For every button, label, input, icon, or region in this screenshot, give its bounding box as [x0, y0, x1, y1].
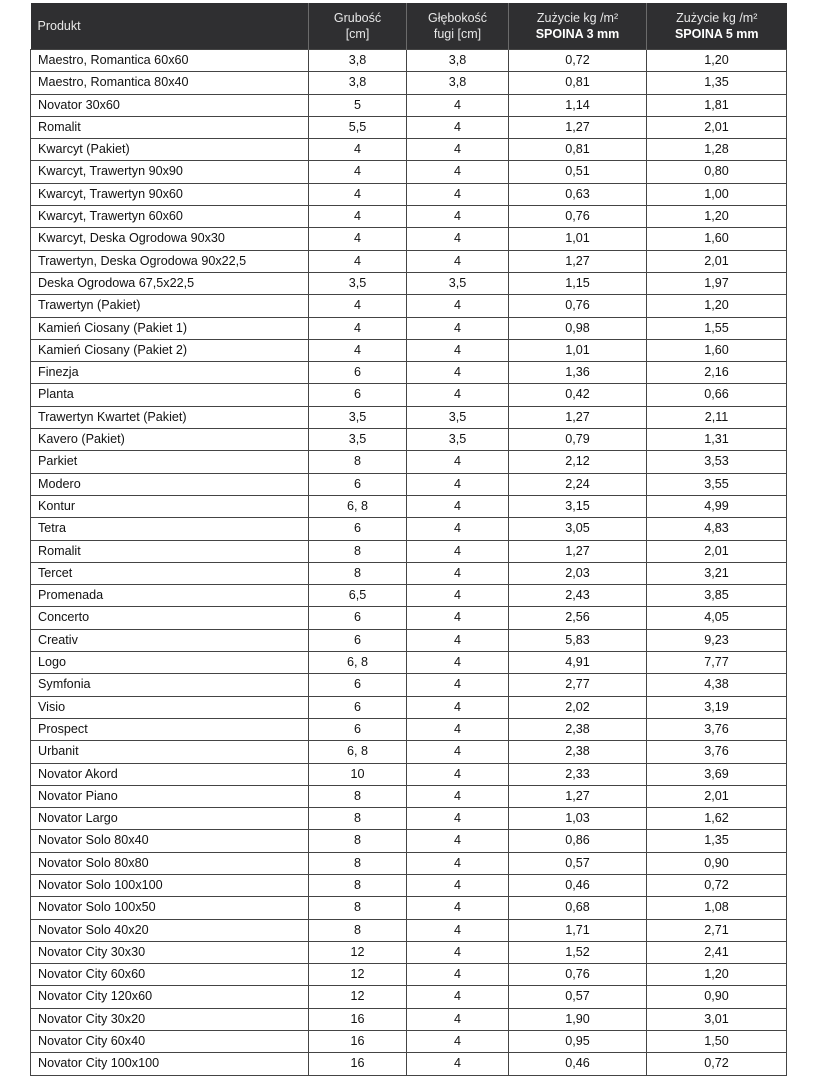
- cell-product: Novator City 120x60: [31, 986, 309, 1008]
- cell-joint-depth: 4: [407, 741, 509, 763]
- header-thickness-line1: Grubość: [333, 11, 382, 25]
- cell-usage-3mm: 0,68: [509, 897, 647, 919]
- table-row: [31, 250, 787, 272]
- cell-usage-5mm: 2,01: [647, 540, 787, 562]
- table-row: [31, 874, 787, 896]
- cell-product: Novator Solo 80x80: [31, 852, 309, 874]
- cell-usage-5mm: 1,35: [647, 830, 787, 852]
- cell-thickness: 3,8: [309, 50, 407, 72]
- cell-usage-5mm: 1,31: [647, 429, 787, 451]
- table-row: [31, 518, 787, 540]
- cell-product: Deska Ogrodowa 67,5x22,5: [31, 272, 309, 294]
- cell-product: Prospect: [31, 718, 309, 740]
- table-row: [31, 317, 787, 339]
- cell-joint-depth: 3,5: [407, 429, 509, 451]
- header-usage-5mm: [647, 3, 787, 50]
- table-row: [31, 562, 787, 584]
- cell-usage-3mm: 3,05: [509, 518, 647, 540]
- cell-usage-5mm: 1,28: [647, 139, 787, 161]
- header-product-label: Produkt: [37, 19, 81, 33]
- cell-usage-3mm: 0,72: [509, 50, 647, 72]
- cell-thickness: 8: [309, 852, 407, 874]
- header-usage-5mm-line1: Zużycie kg /m²: [676, 11, 758, 25]
- cell-joint-depth: 4: [407, 451, 509, 473]
- cell-usage-3mm: 0,76: [509, 964, 647, 986]
- cell-product: Parkiet: [31, 451, 309, 473]
- cell-usage-3mm: 2,02: [509, 696, 647, 718]
- cell-joint-depth: 4: [407, 495, 509, 517]
- table-row: [31, 50, 787, 72]
- cell-usage-5mm: 1,20: [647, 964, 787, 986]
- cell-thickness: 6, 8: [309, 652, 407, 674]
- cell-thickness: 6: [309, 696, 407, 718]
- product-usage-table: [30, 3, 787, 1076]
- cell-joint-depth: 4: [407, 362, 509, 384]
- table-row: [31, 763, 787, 785]
- header-thickness: [309, 3, 407, 50]
- cell-product: Novator City 30x20: [31, 1008, 309, 1030]
- cell-usage-5mm: 2,41: [647, 941, 787, 963]
- cell-usage-5mm: 0,72: [647, 1053, 787, 1075]
- cell-usage-5mm: 3,53: [647, 451, 787, 473]
- table-row: [31, 1031, 787, 1053]
- cell-usage-3mm: 5,83: [509, 629, 647, 651]
- cell-usage-3mm: 1,52: [509, 941, 647, 963]
- cell-usage-3mm: 1,90: [509, 1008, 647, 1030]
- cell-product: Promenada: [31, 585, 309, 607]
- cell-usage-5mm: 1,55: [647, 317, 787, 339]
- cell-usage-3mm: 2,12: [509, 451, 647, 473]
- cell-thickness: 8: [309, 874, 407, 896]
- header-product: [31, 3, 309, 50]
- cell-usage-3mm: 0,76: [509, 295, 647, 317]
- cell-thickness: 6, 8: [309, 741, 407, 763]
- cell-usage-5mm: 0,90: [647, 986, 787, 1008]
- cell-usage-3mm: 0,63: [509, 183, 647, 205]
- cell-thickness: 6: [309, 718, 407, 740]
- cell-thickness: 5: [309, 94, 407, 116]
- cell-usage-5mm: 1,20: [647, 206, 787, 228]
- product-usage-table-container: [30, 3, 786, 1076]
- table-row: [31, 295, 787, 317]
- table-row: [31, 964, 787, 986]
- table-row: [31, 161, 787, 183]
- table-row: [31, 339, 787, 361]
- cell-usage-3mm: 0,57: [509, 986, 647, 1008]
- table-row: [31, 674, 787, 696]
- cell-usage-3mm: 0,81: [509, 139, 647, 161]
- cell-joint-depth: 4: [407, 562, 509, 584]
- cell-joint-depth: 4: [407, 339, 509, 361]
- cell-usage-5mm: 0,66: [647, 384, 787, 406]
- cell-usage-5mm: 0,72: [647, 874, 787, 896]
- cell-product: Novator City 60x60: [31, 964, 309, 986]
- cell-thickness: 6, 8: [309, 495, 407, 517]
- cell-thickness: 3,5: [309, 429, 407, 451]
- cell-joint-depth: 4: [407, 852, 509, 874]
- cell-thickness: 16: [309, 1008, 407, 1030]
- cell-product: Modero: [31, 473, 309, 495]
- cell-product: Kavero (Pakiet): [31, 429, 309, 451]
- cell-usage-3mm: 2,56: [509, 607, 647, 629]
- cell-thickness: 6: [309, 384, 407, 406]
- cell-product: Novator Solo 40x20: [31, 919, 309, 941]
- cell-usage-3mm: 1,01: [509, 339, 647, 361]
- table-row: [31, 116, 787, 138]
- cell-usage-3mm: 2,77: [509, 674, 647, 696]
- cell-joint-depth: 4: [407, 1008, 509, 1030]
- cell-joint-depth: 4: [407, 696, 509, 718]
- cell-joint-depth: 3,8: [407, 72, 509, 94]
- table-row: [31, 228, 787, 250]
- header-thickness-line2: [cm]: [345, 27, 370, 41]
- table-row: [31, 830, 787, 852]
- cell-usage-5mm: 4,05: [647, 607, 787, 629]
- cell-product: Novator Largo: [31, 808, 309, 830]
- cell-usage-5mm: 2,01: [647, 250, 787, 272]
- cell-joint-depth: 4: [407, 941, 509, 963]
- cell-thickness: 3,5: [309, 272, 407, 294]
- cell-usage-3mm: 0,51: [509, 161, 647, 183]
- table-body: [31, 50, 787, 1076]
- cell-usage-5mm: 3,76: [647, 741, 787, 763]
- cell-usage-5mm: 1,20: [647, 295, 787, 317]
- cell-joint-depth: 3,5: [407, 406, 509, 428]
- cell-usage-5mm: 7,77: [647, 652, 787, 674]
- header-usage-3mm-line1: Zużycie kg /m²: [536, 11, 619, 25]
- table-row: [31, 652, 787, 674]
- cell-usage-5mm: 3,69: [647, 763, 787, 785]
- cell-usage-3mm: 1,71: [509, 919, 647, 941]
- cell-product: Kwarcyt, Trawertyn 90x90: [31, 161, 309, 183]
- cell-thickness: 4: [309, 228, 407, 250]
- header-usage-5mm-line2: SPOINA 5 mm: [674, 27, 759, 41]
- cell-thickness: 3,8: [309, 72, 407, 94]
- cell-joint-depth: 4: [407, 94, 509, 116]
- cell-usage-5mm: 0,90: [647, 852, 787, 874]
- table-row: [31, 629, 787, 651]
- cell-usage-3mm: 1,27: [509, 116, 647, 138]
- cell-product: Kwarcyt (Pakiet): [31, 139, 309, 161]
- cell-usage-3mm: 2,38: [509, 718, 647, 740]
- cell-joint-depth: 4: [407, 228, 509, 250]
- cell-joint-depth: 4: [407, 518, 509, 540]
- cell-thickness: 6: [309, 674, 407, 696]
- table-row: [31, 429, 787, 451]
- cell-product: Romalit: [31, 540, 309, 562]
- cell-usage-3mm: 2,43: [509, 585, 647, 607]
- cell-usage-5mm: 2,01: [647, 785, 787, 807]
- cell-product: Novator Solo 100x100: [31, 874, 309, 896]
- cell-usage-3mm: 4,91: [509, 652, 647, 674]
- cell-usage-5mm: 0,80: [647, 161, 787, 183]
- cell-usage-3mm: 1,01: [509, 228, 647, 250]
- table-row: [31, 473, 787, 495]
- cell-product: Tetra: [31, 518, 309, 540]
- cell-joint-depth: 4: [407, 1053, 509, 1075]
- cell-thickness: 8: [309, 897, 407, 919]
- cell-usage-5mm: 2,16: [647, 362, 787, 384]
- cell-thickness: 4: [309, 183, 407, 205]
- table-row: [31, 540, 787, 562]
- cell-joint-depth: 4: [407, 139, 509, 161]
- cell-usage-5mm: 4,99: [647, 495, 787, 517]
- cell-joint-depth: 4: [407, 183, 509, 205]
- cell-usage-3mm: 3,15: [509, 495, 647, 517]
- table-row: [31, 94, 787, 116]
- header-joint-depth: [407, 3, 509, 50]
- cell-product: Maestro, Romantica 80x40: [31, 72, 309, 94]
- cell-usage-3mm: 2,03: [509, 562, 647, 584]
- cell-usage-5mm: 1,62: [647, 808, 787, 830]
- cell-joint-depth: 4: [407, 250, 509, 272]
- cell-thickness: 16: [309, 1053, 407, 1075]
- cell-usage-5mm: 4,38: [647, 674, 787, 696]
- cell-thickness: 6: [309, 518, 407, 540]
- cell-usage-5mm: 2,01: [647, 116, 787, 138]
- table-row: [31, 72, 787, 94]
- cell-usage-3mm: 2,33: [509, 763, 647, 785]
- cell-thickness: 4: [309, 161, 407, 183]
- cell-product: Trawertyn (Pakiet): [31, 295, 309, 317]
- cell-thickness: 8: [309, 919, 407, 941]
- cell-joint-depth: 4: [407, 808, 509, 830]
- cell-product: Trawertyn, Deska Ogrodowa 90x22,5: [31, 250, 309, 272]
- table-row: [31, 919, 787, 941]
- header-joint-depth-line2: fugi [cm]: [433, 27, 482, 41]
- cell-thickness: 8: [309, 830, 407, 852]
- cell-usage-3mm: 1,14: [509, 94, 647, 116]
- cell-thickness: 4: [309, 339, 407, 361]
- cell-usage-3mm: 1,27: [509, 250, 647, 272]
- cell-thickness: 8: [309, 562, 407, 584]
- cell-joint-depth: 4: [407, 473, 509, 495]
- cell-thickness: 6: [309, 473, 407, 495]
- cell-product: Novator Piano: [31, 785, 309, 807]
- table-row: [31, 206, 787, 228]
- cell-usage-5mm: 2,11: [647, 406, 787, 428]
- table-row: [31, 1008, 787, 1030]
- cell-product: Kwarcyt, Trawertyn 60x60: [31, 206, 309, 228]
- cell-thickness: 4: [309, 250, 407, 272]
- cell-thickness: 16: [309, 1031, 407, 1053]
- cell-thickness: 8: [309, 808, 407, 830]
- table-header: [31, 3, 787, 50]
- cell-joint-depth: 4: [407, 674, 509, 696]
- cell-joint-depth: 4: [407, 919, 509, 941]
- table-row: [31, 718, 787, 740]
- cell-thickness: 4: [309, 295, 407, 317]
- cell-usage-3mm: 1,36: [509, 362, 647, 384]
- cell-usage-3mm: 0,95: [509, 1031, 647, 1053]
- cell-joint-depth: 4: [407, 585, 509, 607]
- cell-product: Finezja: [31, 362, 309, 384]
- table-row: [31, 1053, 787, 1075]
- cell-usage-3mm: 2,38: [509, 741, 647, 763]
- header-usage-3mm: [509, 3, 647, 50]
- cell-product: Trawertyn Kwartet (Pakiet): [31, 406, 309, 428]
- cell-thickness: 12: [309, 964, 407, 986]
- cell-joint-depth: 4: [407, 652, 509, 674]
- table-row: [31, 897, 787, 919]
- table-row: [31, 852, 787, 874]
- cell-usage-5mm: 1,81: [647, 94, 787, 116]
- cell-product: Visio: [31, 696, 309, 718]
- cell-product: Kwarcyt, Deska Ogrodowa 90x30: [31, 228, 309, 250]
- cell-joint-depth: 4: [407, 317, 509, 339]
- cell-usage-3mm: 1,03: [509, 808, 647, 830]
- cell-thickness: 6,5: [309, 585, 407, 607]
- cell-product: Logo: [31, 652, 309, 674]
- cell-joint-depth: 4: [407, 830, 509, 852]
- cell-usage-3mm: 0,79: [509, 429, 647, 451]
- cell-product: Kwarcyt, Trawertyn 90x60: [31, 183, 309, 205]
- table-row: [31, 384, 787, 406]
- cell-thickness: 4: [309, 139, 407, 161]
- cell-usage-3mm: 0,86: [509, 830, 647, 852]
- cell-thickness: 8: [309, 451, 407, 473]
- table-row: [31, 808, 787, 830]
- cell-joint-depth: 4: [407, 295, 509, 317]
- table-row: [31, 607, 787, 629]
- cell-usage-5mm: 3,21: [647, 562, 787, 584]
- cell-usage-3mm: 0,98: [509, 317, 647, 339]
- header-usage-3mm-line2: SPOINA 3 mm: [535, 27, 620, 41]
- cell-joint-depth: 4: [407, 161, 509, 183]
- table-row: [31, 585, 787, 607]
- table-row: [31, 139, 787, 161]
- cell-joint-depth: 4: [407, 718, 509, 740]
- cell-usage-3mm: 1,27: [509, 785, 647, 807]
- cell-product: Creativ: [31, 629, 309, 651]
- cell-usage-5mm: 3,19: [647, 696, 787, 718]
- cell-thickness: 6: [309, 362, 407, 384]
- table-row: [31, 986, 787, 1008]
- cell-joint-depth: 4: [407, 785, 509, 807]
- cell-usage-5mm: 3,76: [647, 718, 787, 740]
- table-row: [31, 272, 787, 294]
- cell-joint-depth: 4: [407, 540, 509, 562]
- cell-usage-3mm: 0,46: [509, 1053, 647, 1075]
- cell-joint-depth: 4: [407, 116, 509, 138]
- cell-joint-depth: 4: [407, 763, 509, 785]
- cell-usage-3mm: 0,81: [509, 72, 647, 94]
- cell-thickness: 6: [309, 629, 407, 651]
- cell-thickness: 10: [309, 763, 407, 785]
- cell-thickness: 5,5: [309, 116, 407, 138]
- cell-usage-5mm: 1,97: [647, 272, 787, 294]
- cell-usage-3mm: 2,24: [509, 473, 647, 495]
- cell-joint-depth: 4: [407, 206, 509, 228]
- table-row: [31, 495, 787, 517]
- cell-joint-depth: 4: [407, 607, 509, 629]
- cell-product: Novator City 30x30: [31, 941, 309, 963]
- cell-usage-5mm: 2,71: [647, 919, 787, 941]
- cell-product: Urbanit: [31, 741, 309, 763]
- table-row: [31, 451, 787, 473]
- cell-product: Concerto: [31, 607, 309, 629]
- cell-usage-3mm: 0,46: [509, 874, 647, 896]
- cell-usage-5mm: 3,01: [647, 1008, 787, 1030]
- cell-product: Maestro, Romantica 60x60: [31, 50, 309, 72]
- table-row: [31, 941, 787, 963]
- cell-usage-5mm: 1,60: [647, 228, 787, 250]
- header-joint-depth-line1: Głębokość: [427, 11, 488, 25]
- cell-usage-5mm: 1,00: [647, 183, 787, 205]
- table-row: [31, 696, 787, 718]
- cell-usage-3mm: 0,42: [509, 384, 647, 406]
- cell-product: Novator Solo 80x40: [31, 830, 309, 852]
- cell-thickness: 4: [309, 317, 407, 339]
- cell-thickness: 12: [309, 941, 407, 963]
- cell-thickness: 6: [309, 607, 407, 629]
- cell-usage-3mm: 1,27: [509, 406, 647, 428]
- cell-joint-depth: 4: [407, 897, 509, 919]
- cell-joint-depth: 4: [407, 874, 509, 896]
- cell-joint-depth: 4: [407, 384, 509, 406]
- cell-product: Novator 30x60: [31, 94, 309, 116]
- cell-usage-5mm: 1,35: [647, 72, 787, 94]
- cell-usage-5mm: 9,23: [647, 629, 787, 651]
- cell-product: Kamień Ciosany (Pakiet 1): [31, 317, 309, 339]
- cell-product: Novator City 60x40: [31, 1031, 309, 1053]
- cell-thickness: 3,5: [309, 406, 407, 428]
- cell-joint-depth: 4: [407, 986, 509, 1008]
- cell-thickness: 8: [309, 540, 407, 562]
- cell-joint-depth: 3,5: [407, 272, 509, 294]
- cell-usage-3mm: 0,76: [509, 206, 647, 228]
- cell-usage-5mm: 3,85: [647, 585, 787, 607]
- table-row: [31, 406, 787, 428]
- cell-product: Novator City 100x100: [31, 1053, 309, 1075]
- cell-thickness: 4: [309, 206, 407, 228]
- cell-usage-5mm: 1,50: [647, 1031, 787, 1053]
- cell-product: Tercet: [31, 562, 309, 584]
- table-row: [31, 362, 787, 384]
- cell-product: Kontur: [31, 495, 309, 517]
- cell-usage-3mm: 1,15: [509, 272, 647, 294]
- cell-usage-3mm: 1,27: [509, 540, 647, 562]
- cell-product: Romalit: [31, 116, 309, 138]
- cell-thickness: 8: [309, 785, 407, 807]
- table-row: [31, 183, 787, 205]
- cell-joint-depth: 4: [407, 629, 509, 651]
- cell-product: Novator Solo 100x50: [31, 897, 309, 919]
- cell-product: Symfonia: [31, 674, 309, 696]
- cell-usage-5mm: 1,60: [647, 339, 787, 361]
- cell-usage-5mm: 1,20: [647, 50, 787, 72]
- cell-joint-depth: 4: [407, 964, 509, 986]
- cell-product: Kamień Ciosany (Pakiet 2): [31, 339, 309, 361]
- cell-usage-5mm: 1,08: [647, 897, 787, 919]
- cell-thickness: 12: [309, 986, 407, 1008]
- header-row: [31, 3, 787, 50]
- table-row: [31, 741, 787, 763]
- table-row: [31, 785, 787, 807]
- cell-usage-3mm: 0,57: [509, 852, 647, 874]
- cell-joint-depth: 3,8: [407, 50, 509, 72]
- cell-product: Planta: [31, 384, 309, 406]
- cell-joint-depth: 4: [407, 1031, 509, 1053]
- cell-usage-5mm: 3,55: [647, 473, 787, 495]
- cell-product: Novator Akord: [31, 763, 309, 785]
- cell-usage-5mm: 4,83: [647, 518, 787, 540]
